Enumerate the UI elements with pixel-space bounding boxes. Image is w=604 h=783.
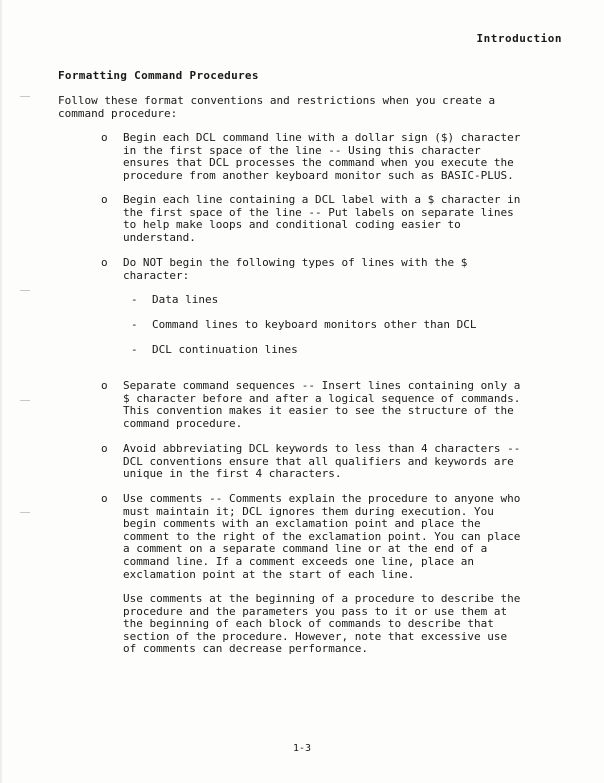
subitem-marker: - (131, 318, 138, 331)
margin-mark (20, 290, 30, 291)
bullet-text: Use comments -- Comments explain the procedure to anyone who must maintain it; DCL ignores them during execution. You begin comments with an exclamation point and place the comment to the right of the exclamation point. You can place a comment on a separate command line or at the end of a command line. If a comment exceeds one line, place an exclamation point at the start of each line. (123, 492, 521, 581)
bullet-text: Avoid abbreviating DCL keywords to less than 4 characters -- DCL conventions ensure that all qualifiers and keywords are unique in the first 4 characters. (123, 442, 521, 481)
bullet-marker: o (101, 193, 108, 206)
subitem-text: Command lines to keyboard monitors other than DCL (152, 318, 477, 331)
page-number: 1-3 (292, 743, 312, 754)
subitem-text: DCL continuation lines (152, 343, 298, 356)
bullet-marker: o (101, 256, 108, 269)
bullet-marker: o (101, 379, 108, 392)
section-heading: Formatting Command Procedures (58, 69, 259, 82)
subitem-text: Data lines (152, 293, 219, 306)
intro-paragraph: Follow these format conventions and restrictions when you create a command procedure: (58, 94, 496, 120)
bullet-text: Do NOT begin the following types of lines with the $ character: (123, 256, 468, 282)
bullet-text: Separate command sequences -- Insert lines containing only a $ character before and after a logical sequence of commands. This convention makes it easier to see the structure of the command procedure. (123, 379, 521, 430)
bullet-text: Begin each DCL command line with a dollar sign ($) character in the first space of the line -- Using this character ensures that DCL processes the command when you execute the procedure from another keyboard monitor such as BASIC-PLUS. (123, 131, 521, 182)
subitem-marker: - (131, 293, 138, 306)
bullet-marker: o (101, 131, 108, 144)
margin-mark (20, 400, 30, 401)
comments-paragraph: Use comments at the beginning of a procedure to describe the procedure and the parameters you pass to it or use them at the beginning of each block of commands to describe that section of the procedure. However, note that excessive use of comments can decrease performance. (123, 592, 521, 656)
bullet-marker: o (101, 492, 108, 505)
page-edge-shadow (0, 0, 3, 783)
bullet-text: Begin each line containing a DCL label with a $ character in the first space of the line -- Put labels on separate lines to help make loops and conditional coding easier to understand. (123, 193, 521, 244)
running-header: Introduction (476, 32, 562, 45)
bullet-marker: o (101, 442, 108, 455)
subitem-marker: - (131, 343, 138, 356)
margin-mark (20, 96, 30, 97)
margin-mark (20, 512, 30, 513)
